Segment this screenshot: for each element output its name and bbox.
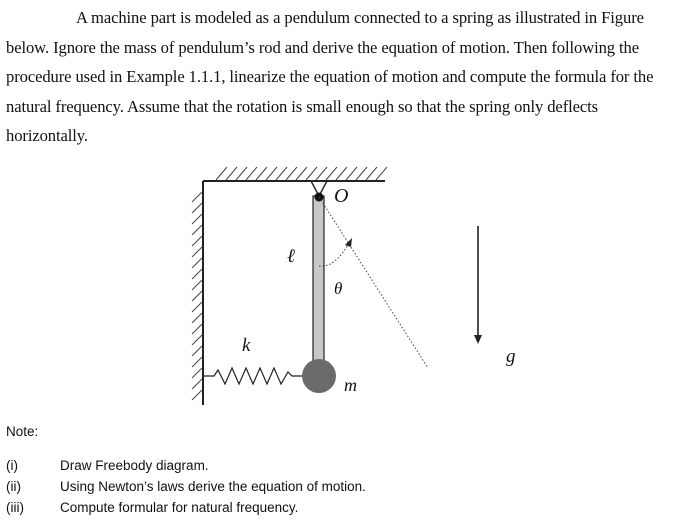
ceiling-hatching xyxy=(216,167,387,180)
pendulum-mass xyxy=(302,359,336,393)
problem-line: natural frequency. Assume that the rotation is small enough so that the spring only deflects xyxy=(6,96,599,116)
wall-hatching xyxy=(192,192,202,400)
note-number: (i) xyxy=(6,458,18,473)
note-text: Draw Freebody diagram. xyxy=(60,458,209,473)
problem-line: procedure used in Example 1.1.1, linearize the equation of motion and compute the formula for the xyxy=(6,67,654,87)
problem-line: below. Ignore the mass of pendulum’s rod and derive the equation of motion. Then following the xyxy=(6,37,640,57)
spring-constant-label: k xyxy=(242,335,251,356)
ceiling-support xyxy=(203,167,387,181)
mass-label: m xyxy=(344,375,357,395)
problem-line: A machine part is modeled as a pendulum connected to a spring as illustrated in Figure xyxy=(76,8,644,27)
note-item xyxy=(6,476,366,497)
pivot-label: O xyxy=(334,185,349,207)
problem-line: horizontally. xyxy=(6,126,88,146)
note-number: (iii) xyxy=(6,500,24,515)
gravity-label: g xyxy=(506,346,516,367)
wall-support xyxy=(192,181,203,405)
pendulum-rod xyxy=(313,196,324,368)
note-list xyxy=(6,455,366,518)
note-text: Compute formular for natural frequency. xyxy=(60,500,299,515)
note-item xyxy=(6,455,366,476)
note-number: (ii) xyxy=(6,479,21,494)
note-text: Using Newton’s laws derive the equation of motion. xyxy=(60,479,366,494)
spring xyxy=(204,368,305,384)
length-label: ℓ xyxy=(287,246,295,267)
note-label: Note: xyxy=(6,424,39,439)
note-item xyxy=(6,497,366,518)
gravity-arrow xyxy=(474,226,482,344)
angle-label: θ xyxy=(334,279,343,298)
